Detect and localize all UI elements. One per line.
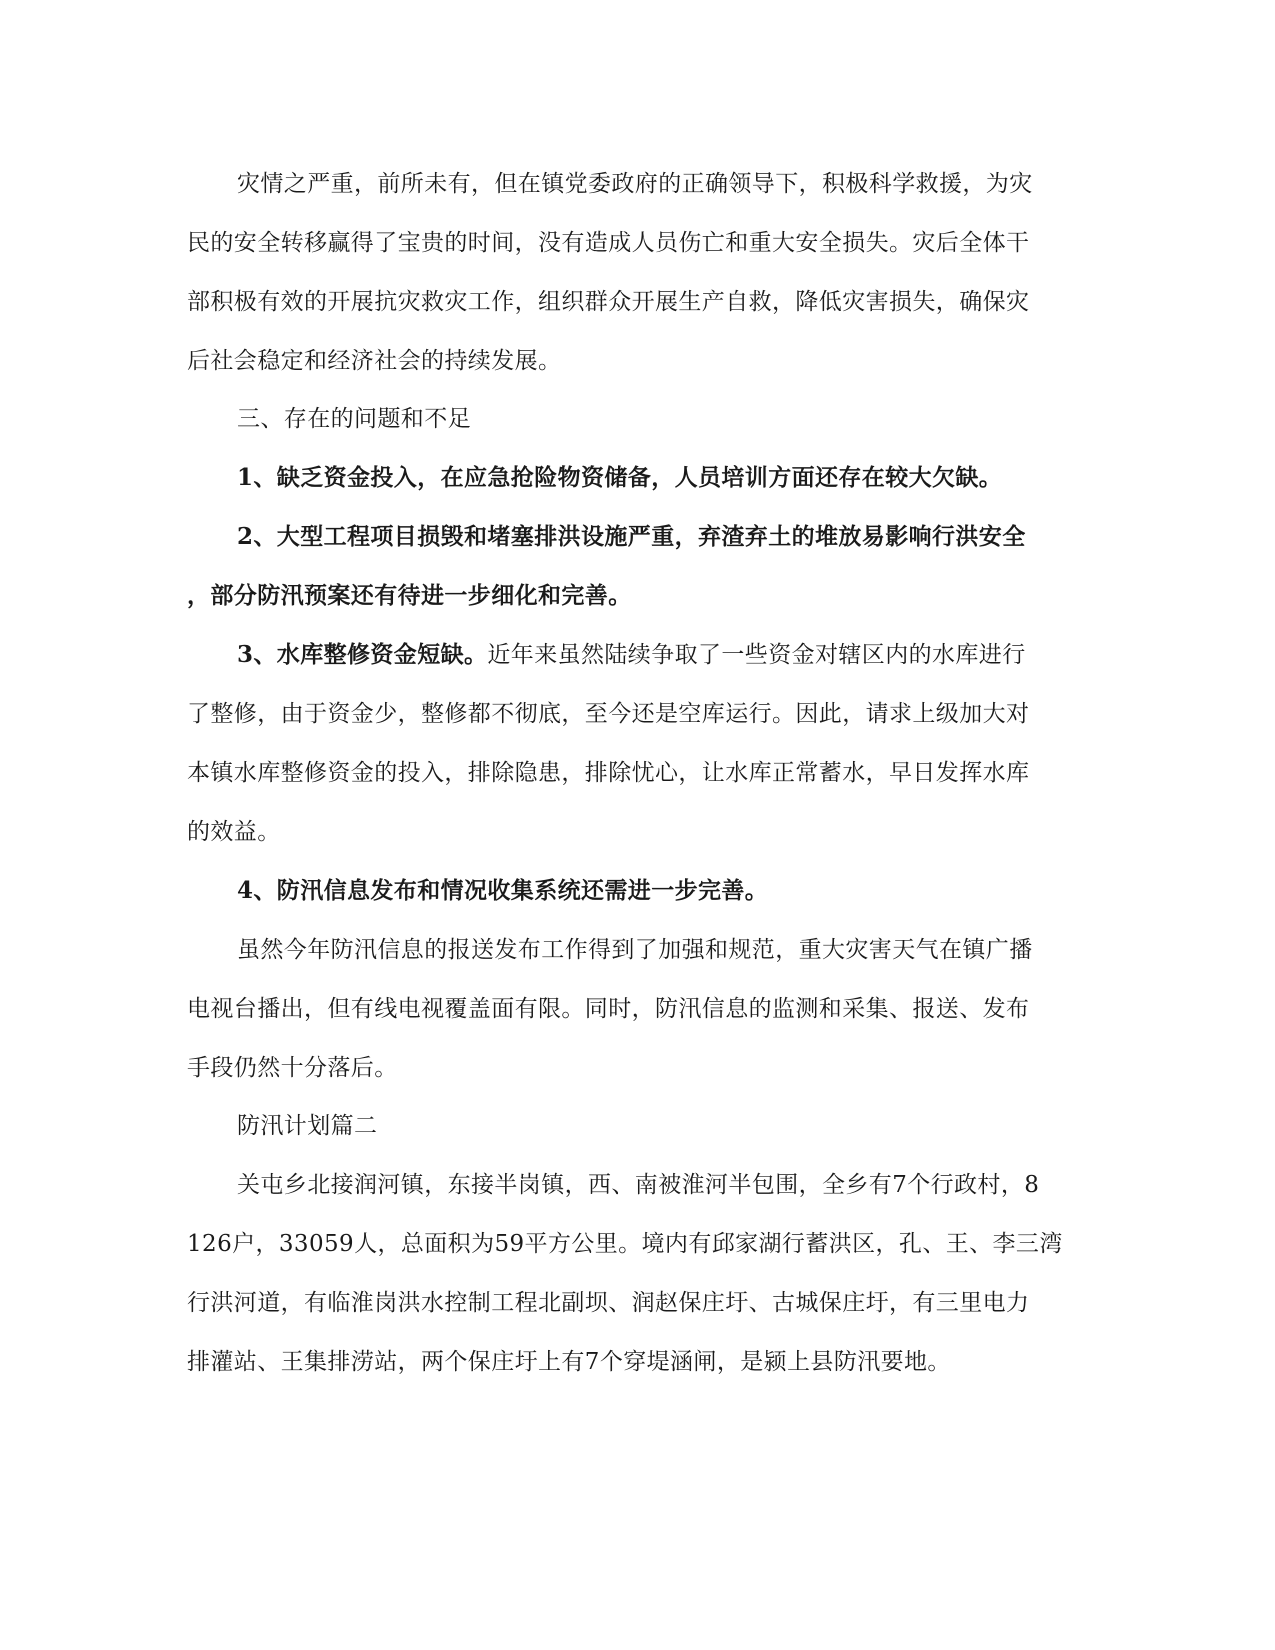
subtitle: 防汛计划篇二 [237,1113,378,1139]
paragraph-line: 126户，33059人，总面积为59平方公里。境内有邱家湖行蓄洪区，孔、王、李三湾 [187,1231,1063,1257]
list-item-4: 4、防汛信息发布和情况收集系统还需进一步完善。 [237,877,769,904]
paragraph-line: 电视台播出，但有线电视覆盖面有限。同时，防汛信息的监测和采集、报送、发布 [187,996,1030,1022]
paragraph-line: 手段仍然十分落后。 [187,1055,398,1081]
paragraph-line: 部积极有效的开展抗灾救灾工作，组织群众开展生产自救，降低灾害损失，确保灾 [187,289,1030,315]
section-heading: 三、存在的问题和不足 [237,406,471,432]
paragraph-line: 排灌站、王集排涝站，两个保庄圩上有7个穿堤涵闸，是颍上县防汛要地。 [187,1349,951,1375]
list-item-2: 2、大型工程项目损毁和堵塞排洪设施严重，弃渣弃土的堆放易影响行洪安全 [237,523,1026,550]
list-item-3-text: 近年来虽然陆续争取了一些资金对辖区内的水库进行 [487,642,1026,668]
list-item-3 [237,639,1127,671]
paragraph-line: 本镇水库整修资金的投入，排除隐患，排除忧心，让水库正常蓄水，早日发挥水库 [187,760,1030,786]
paragraph-line: 民的安全转移赢得了宝贵的时间，没有造成人员伤亡和重大安全损失。灾后全体干 [187,230,1030,256]
paragraph-line: 了整修，由于资金少，整修都不彻底，至今还是空库运行。因此，请求上级加大对 [187,701,1030,727]
paragraph-line: 行洪河道，有临淮岗洪水控制工程北副坝、润赵保庄圩、古城保庄圩，有三里电力 [187,1290,1030,1316]
paragraph-line: 关屯乡北接润河镇，东接半岗镇，西、南被淮河半包围，全乡有7个行政村，8 [237,1172,1040,1198]
list-item-2-continued: ，部分防汛预案还有待进一步细化和完善。 [187,582,632,609]
paragraph-line: 虽然今年防汛信息的报送发布工作得到了加强和规范，重大灾害天气在镇广播 [237,937,1033,963]
list-item-3-heading: 3、水库整修资金短缺。 [237,641,488,668]
paragraph-line: 灾情之严重，前所未有，但在镇党委政府的正确领导下，积极科学救援，为灾 [237,171,1033,197]
list-item-1: 1、缺乏资金投入，在应急抢险物资储备，人员培训方面还存在较大欠缺。 [237,464,1003,491]
paragraph-line: 后社会稳定和经济社会的持续发展。 [187,348,562,374]
paragraph-line: 的效益。 [187,819,281,845]
